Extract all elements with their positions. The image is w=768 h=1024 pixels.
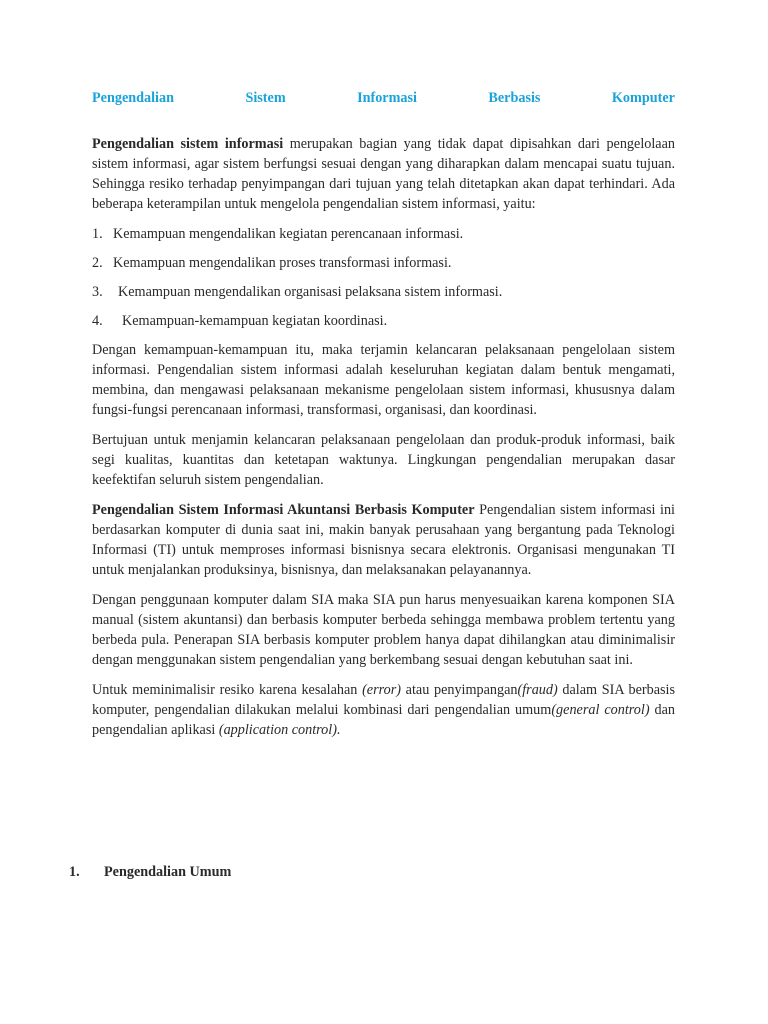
list-text: Kemampuan-kemampuan kegiatan koordinasi. (122, 313, 388, 329)
section-heading (69, 864, 231, 881)
document-title (92, 88, 675, 108)
list-text: Kemampuan mengendalikan organisasi pelaksana sistem informasi. (118, 284, 503, 300)
paragraph-minimize-risk (92, 680, 675, 740)
document-body (92, 88, 675, 750)
paragraph-sia-usage: Dengan penggunaan komputer dalam SIA maka SIA pun harus menyesuaikan karena komponen SIA manual (sistem akuntansi) dan berbasis komputer berbeda sehingga membawa problem tertentu yang berbeda pula. Penerapan SIA berbasis komputer problem hanya dapat dihilangkan atau diminimalisir dengan menggunakan sistem pengendalian yang berkembang sesuai dengan kebutuhan saat ini. (92, 592, 675, 668)
italic-term: (fraud) (517, 682, 558, 698)
section-number: 1. (69, 864, 80, 880)
title-word: Komputer (611, 90, 675, 106)
list-item (92, 253, 675, 273)
italic-term: (application control). (218, 722, 341, 738)
list-number: 4. (92, 313, 103, 329)
list-number: 1. (92, 226, 103, 242)
list-item (92, 282, 675, 302)
paragraph-text: atau penyimpangan (400, 682, 518, 698)
title-word: Berbasis (488, 90, 541, 106)
list-number: 3. (92, 284, 103, 300)
italic-term: (general control) (551, 702, 650, 718)
paragraph-sia-computer (92, 500, 675, 580)
paragraph-purpose: Bertujuan untuk menjamin kelancaran pelaksanaan pengelolaan dan produk-produk informasi, baik segi kualitas, kuantitas dan ketetapan waktunya. Lingkungan pengendalian merupakan dasar keefektifan seluruh sistem pengendalian. (92, 432, 675, 488)
list-text: Kemampuan mengendalikan proses transformasi informasi. (113, 255, 452, 271)
title-word: Sistem (245, 90, 286, 106)
title-word: Informasi (357, 90, 417, 106)
skills-list (92, 224, 675, 331)
title-word: Pengendalian (92, 90, 174, 106)
paragraph-text: dalam SIA berbasis komputer, pengendalian dilakukan melalui kombinasi dari pengendalian umum (92, 682, 675, 718)
paragraph-text: dan pengendalian aplikasi (92, 702, 675, 738)
paragraph-text: Untuk meminimalisir resiko karena kesalahan (92, 682, 363, 698)
bold-term: Pengendalian sistem informasi (92, 136, 284, 152)
paragraph-control-definition: Dengan kemampuan-kemampuan itu, maka terjamin kelancaran pelaksanaan pengelolaan sistem informasi. Pengendalian sistem informasi adalah keseluruhan kegiatan dalam bentuk mengamati, membina, dan mengawasi pelaksanaan mekanisme pengelolaan sistem informasi, khususnya dalam fungsi-fungsi perencanaan informasi, transformasi, organisasi, dan koordinasi. (92, 342, 675, 418)
italic-term: (error) (362, 682, 401, 698)
list-item (92, 224, 675, 244)
bold-term: Pengendalian Sistem Informasi Akuntansi Berbasis Komputer (92, 502, 475, 518)
list-text: Kemampuan mengendalikan kegiatan perencanaan informasi. (113, 226, 464, 242)
paragraph-intro (92, 134, 675, 214)
paragraph-text: Pengendalian sistem informasi ini berdasarkan komputer di dunia saat ini, makin banyak perusahaan yang bergantung pada Teknologi Informasi (TI) untuk memproses informasi bisnisnya secara elektronis. Organisasi mengunakan TI untuk menjalankan produksinya, bisnisnya, dan melaksanakan pelayanannya. (92, 502, 675, 578)
list-number: 2. (92, 255, 103, 271)
list-item (92, 311, 675, 331)
paragraph-text: merupakan bagian yang tidak dapat dipisahkan dari pengelolaan sistem informasi, agar sistem berfungsi sesuai dengan yang diharapkan dalam mencapai suatu tujuan. Sehingga resiko terhadap penyimpangan dari tujuan yang telah ditetapkan akan dapat terhindari. Ada beberapa keterampilan untuk mengelola pengendalian sistem informasi, yaitu: (92, 136, 675, 212)
section-title: Pengendalian Umum (104, 864, 232, 880)
